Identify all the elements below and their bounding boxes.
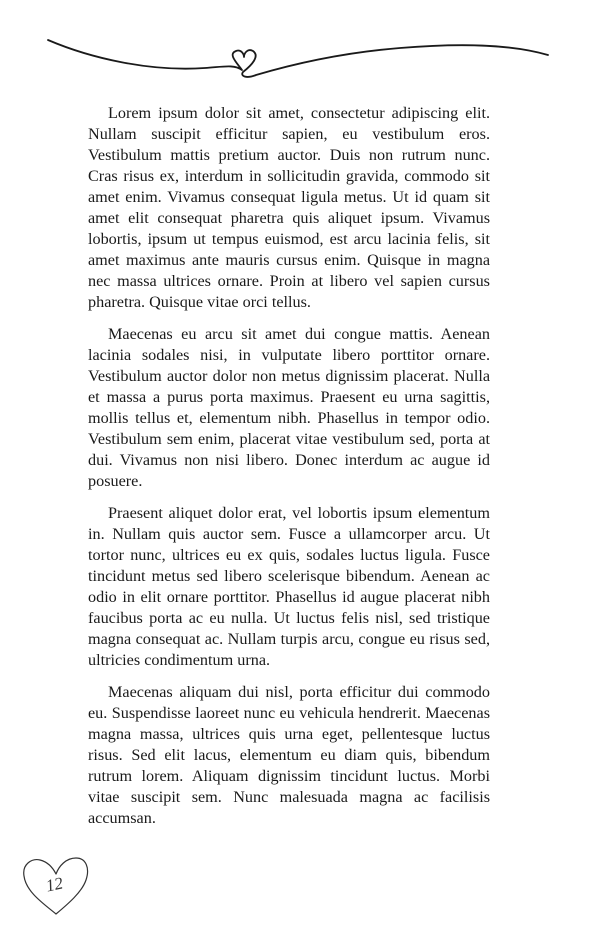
page-header bbox=[0, 0, 600, 100]
paragraph-2: Maecenas eu arcu sit amet dui congue mattis. Aenean lacinia sodales nisi, in vulputate libero porttitor ornare. Vestibulum auctor dolor non metus dignissim placerat. Nulla et massa a purus porta maximus. Praesent eu urna sagittis, mollis tellus et, elementum nibh. Phasellus in tempor odio. Vestibulum sem enim, placerat vitae vestibulum sed, porta at dui. Vivamus non nisi libero. Donec interdum ac augue id posuere. bbox=[88, 325, 490, 490]
paragraph-4: Maecenas aliquam dui nisl, porta efficitur dui commodo eu. Suspendisse laoreet nunc eu vehicula hendrerit. Maecenas magna massa, ultrices quis urna eget, pellentesque luctus risus. Sed elit lacus, elementum eu diam quis, bibendum rutrum lorem. Aliquam dignissim tincidunt luctus. Morbi vitae suscipit sem. Nunc malesuada magna ac facilisis accumsan. bbox=[88, 683, 490, 827]
page-footer bbox=[20, 852, 92, 918]
heart-swirl-icon bbox=[0, 0, 600, 100]
paragraph-3: Praesent aliquet dolor erat, vel lobortis ipsum elementum in. Nullam quis auctor sem. Fusce a ullamcorper arcu. Ut tortor nunc, ultrices eu ex quis, sodales luctus ligula. Fusce tincidunt metus sed libero scelerisque bibendum. Aenean ac odio in elit ornare porttitor. Phasellus id augue placerat nibh faucibus porta ac eu nulla. Ut luctus felis nisl, sed tristique magna consequat ac. Nullam turpis arcu, congue eu risus sed, ultricies condimentum urna. bbox=[88, 504, 490, 669]
body-text bbox=[88, 103, 490, 840]
page-number: 12 bbox=[44, 873, 65, 896]
paragraph-1: Lorem ipsum dolor sit amet, consectetur adipiscing elit. Nullam suscipit efficitur sapien, eu vestibulum eros. Vestibulum mattis pretium auctor. Duis non rutrum nunc. Cras risus ex, interdum in sollicitudin gravida, commodo sit amet enim. Vivamus consequat ligula metus. Ut id quam sit amet elit consequat pharetra quis aliquet ipsum. Vivamus lobortis, ipsum ut tempus euismod, est arcu lacinia felis, sit amet maximus ante mauris cursus enim. Quisque in magna nec massa ultrices ornare. Proin at libero vel sapien cursus pharetra. Quisque vitae orci tellus. bbox=[88, 104, 490, 311]
